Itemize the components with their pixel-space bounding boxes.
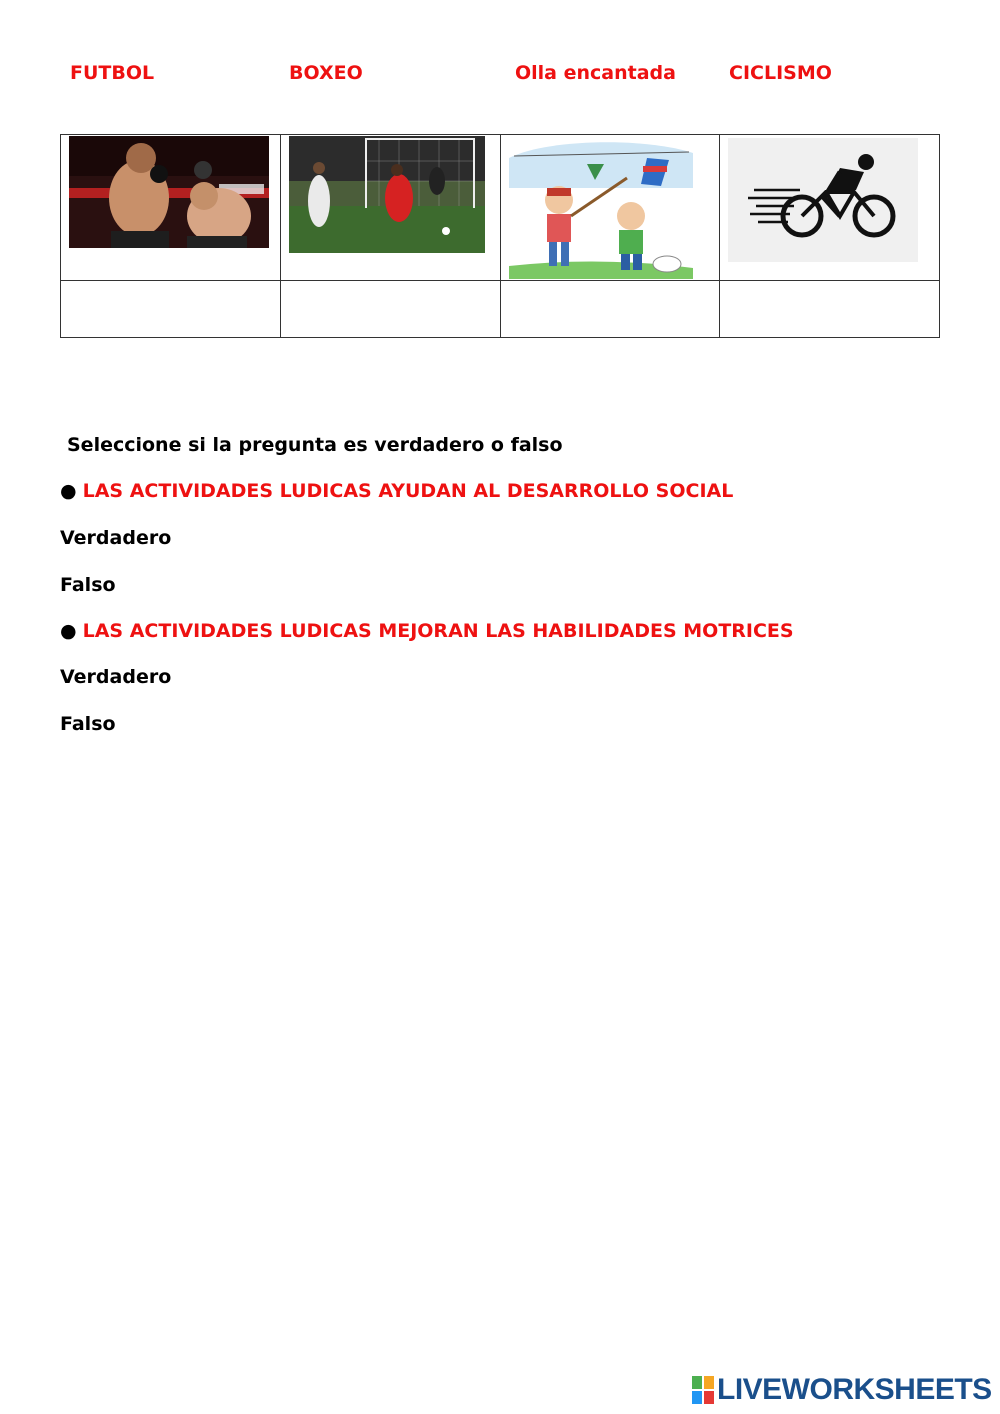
question-1-text: LAS ACTIVIDADES LUDICAS AYUDAN AL DESARROLLO SOCIAL xyxy=(82,480,734,502)
cyclist-icon[interactable] xyxy=(728,138,918,262)
answer-cell-2[interactable] xyxy=(280,281,500,338)
liveworksheets-mark-icon xyxy=(692,1376,714,1404)
boxing-photo[interactable] xyxy=(69,136,269,248)
question-2-option-falso[interactable]: Falso xyxy=(60,713,116,735)
question-2-option-verdadero[interactable]: Verdadero xyxy=(60,666,172,688)
question-1-option-verdadero[interactable]: Verdadero xyxy=(60,527,172,549)
answer-cell-4[interactable] xyxy=(720,281,940,338)
image-cell-2 xyxy=(280,135,500,281)
image-cell-3 xyxy=(500,135,720,281)
question-1-option-falso[interactable]: Falso xyxy=(60,574,116,596)
question-2 xyxy=(60,620,794,642)
answer-cell-3[interactable] xyxy=(500,281,720,338)
label-boxeo: BOXEO xyxy=(289,62,363,84)
question-2-text: LAS ACTIVIDADES LUDICAS MEJORAN LAS HABILIDADES MOTRICES xyxy=(82,620,794,642)
image-cell-4 xyxy=(720,135,940,281)
soccer-photo[interactable] xyxy=(289,136,485,253)
bullet-icon: ● xyxy=(60,620,77,642)
image-cell-1 xyxy=(61,135,281,281)
label-olla-encantada: Olla encantada xyxy=(515,62,676,84)
pinata-illustration[interactable] xyxy=(509,138,693,279)
instruction-text: Seleccione si la pregunta es verdadero o falso xyxy=(67,434,563,456)
liveworksheets-logo xyxy=(692,1372,992,1408)
answer-cell-1[interactable] xyxy=(61,281,281,338)
bullet-icon: ● xyxy=(60,480,77,502)
matching-table xyxy=(60,134,940,338)
liveworksheets-logo-text: LIVEWORKSHEETS xyxy=(717,1373,992,1406)
label-ciclismo: CICLISMO xyxy=(729,62,832,84)
label-futbol: FUTBOL xyxy=(70,62,155,84)
question-1 xyxy=(60,480,733,502)
